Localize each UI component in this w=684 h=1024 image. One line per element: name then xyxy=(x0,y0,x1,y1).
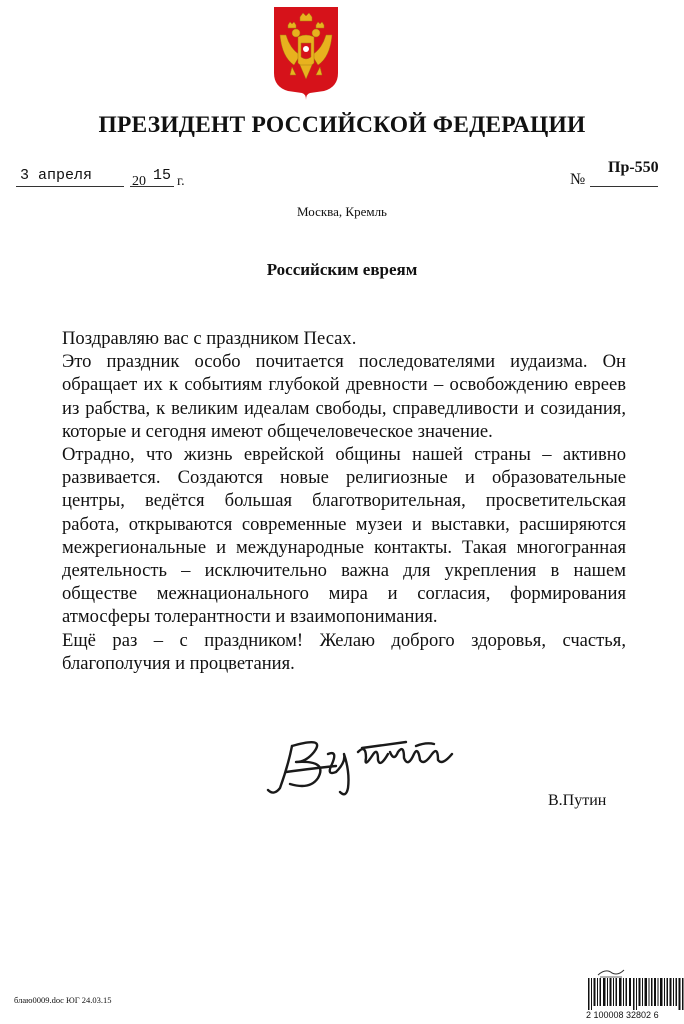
year-underline xyxy=(130,186,174,187)
handwritten-signature xyxy=(266,732,480,802)
signer-name: В.Путин xyxy=(548,792,607,809)
stamp-mark-icon xyxy=(596,966,626,978)
number-underline xyxy=(590,186,658,187)
date-day: 3 апреля xyxy=(20,167,93,184)
date-suffix: г. xyxy=(177,174,185,189)
barcode-digits: 2 100008 32802 6 xyxy=(586,1010,659,1020)
date-year-suffix: 15 xyxy=(153,167,172,184)
letterhead-title: ПРЕЗИДЕНТ РОССИЙСКОЙ ФЕДЕРАЦИИ xyxy=(98,112,586,138)
file-reference: блаю0009.doc ЮГ 24.03.15 xyxy=(14,995,112,1005)
addressee: Российским евреям xyxy=(266,260,418,279)
paragraph: Поздравляю вас с праздником Песах. xyxy=(62,328,357,349)
paragraph: Ещё раз – с праздником! Желаю доброго здоровья, счастья, благополучия и процветания. xyxy=(62,629,626,674)
barcode xyxy=(588,978,684,1010)
coat-of-arms-icon xyxy=(272,5,340,100)
date-year-prefix: 20 xyxy=(132,174,146,189)
letter-body xyxy=(62,327,626,675)
paragraph: Отрадно, что жизнь еврейской общины нашей страны – активно развивается. Создаются новые религиозные и образовательные центры, ведётся большая благотворительная, просветительская работа, открываются современные музеи и выставки, расширяются межрегиональные и международные контакты. Такая многогранная деятельность – исключительно важна для укрепления в нашем обществе межнационального мира и согласия, формирования атмосферы толерантности и взаимопонимания. xyxy=(62,444,626,628)
place-line: Москва, Кремль xyxy=(297,204,387,219)
document-number: Пр-550 xyxy=(608,159,659,176)
paragraph: Это праздник особо почитается последователями иудаизма. Он обращает их к событиям глубокой древности – освобождению евреев из рабства, к великим идеалам свободы, справедливости и созидания, которые и сегодня имеют общечеловеческое значение. xyxy=(62,351,626,442)
number-sign: № xyxy=(570,171,586,188)
date-underline xyxy=(16,186,124,187)
